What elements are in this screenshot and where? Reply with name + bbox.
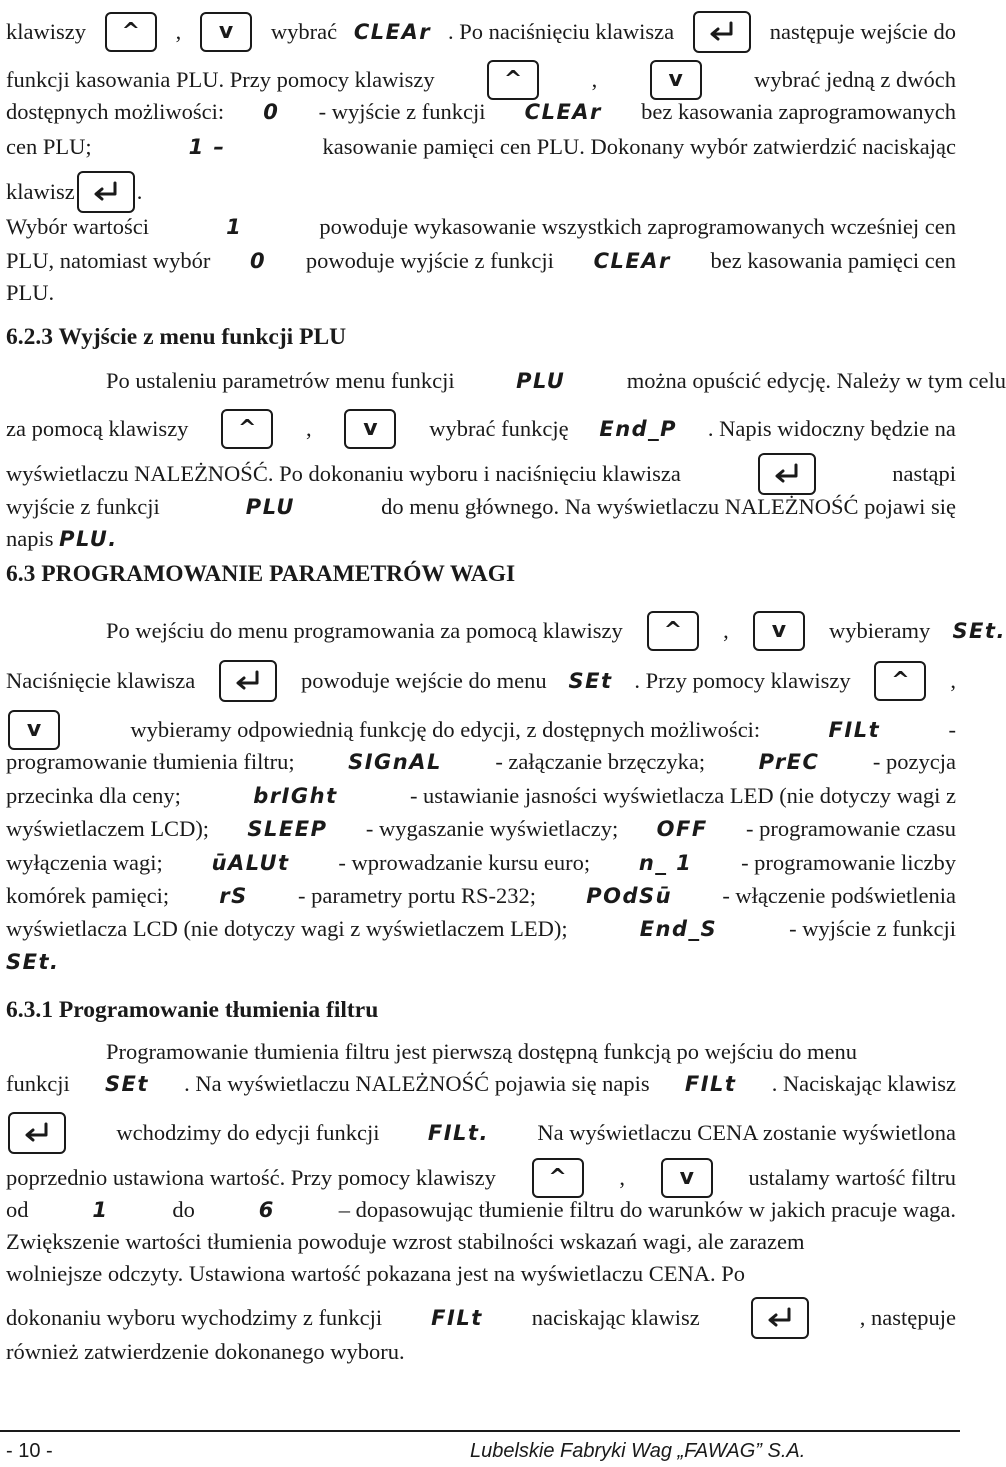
lcd-code: brIGht [253, 784, 338, 808]
text-line [6, 64, 956, 96]
down-key-icon: v [753, 611, 805, 651]
text-line [6, 1068, 956, 1100]
text-segment: – dopasowując tłumienie filtru do warunków w jakich pracuje waga. [338, 1197, 956, 1222]
lcd-code: 1 – [188, 135, 226, 159]
text-segment: - wprowadzanie kursu euro; [338, 850, 591, 875]
text-segment: nastąpi [892, 461, 956, 486]
lcd-code: SEt. [6, 950, 60, 974]
text-segment: . Napis widoczny będzie na [707, 416, 956, 441]
text-segment: . Przy pomocy klawiszy [634, 668, 851, 693]
text-segment: wybieramy [829, 618, 931, 643]
down-key-icon: v [650, 60, 702, 100]
text-segment: , [306, 416, 312, 441]
text-segment: można opuścić edycję. Należy w tym celu [626, 368, 1006, 393]
text-segment: wchodzimy do edycji funkcji [116, 1120, 380, 1145]
page-number: - 10 - [6, 1440, 53, 1462]
text-segment: naciskając klawisz [531, 1305, 700, 1330]
lcd-code: SIGnAL [348, 750, 442, 774]
lcd-code: 1 [226, 215, 243, 239]
text-segment: , [950, 668, 956, 693]
text-segment: - załączanie brzęczyka; [495, 749, 706, 774]
lcd-code: PLU [516, 369, 566, 393]
text-line [6, 1226, 956, 1258]
lcd-code: CLEAr [524, 100, 602, 124]
text-segment: . Na wyświetlaczu NALEŻNOŚĆ pojawia się napis [184, 1071, 650, 1096]
lcd-code: SLEEP [247, 817, 328, 841]
text-segment: od [6, 1197, 29, 1222]
lcd-code: PLU [245, 495, 295, 519]
text-segment: Programowanie tłumienia filtru jest pierwszą dostępną funkcją po wejściu do menu [106, 1039, 858, 1064]
enter-arrow-icon [91, 181, 121, 203]
text-segment: Wybór wartości [6, 214, 149, 239]
lcd-code: PLU. [59, 527, 118, 551]
text-segment: . [136, 179, 143, 204]
lcd-code: OFF [656, 817, 708, 841]
text-segment: PLU. [6, 280, 55, 305]
text-segment: , [591, 67, 598, 92]
text-line [6, 847, 956, 879]
text-segment: PLU, natomiast wybór [6, 248, 211, 273]
text-segment: wybrać funkcję [429, 416, 569, 441]
enter-key-icon [693, 11, 751, 53]
text-segment: za pomocą klawiszy [6, 416, 189, 441]
text-segment: Naciśnięcie klawisza [6, 668, 196, 693]
text-segment: wyświetlaczem LCD); [6, 816, 210, 841]
lcd-code: ūALUt [211, 851, 290, 875]
text-line [6, 131, 956, 163]
text-segment: , [619, 1165, 626, 1190]
enter-key-icon [77, 171, 135, 213]
lcd-code: End_S [639, 917, 718, 941]
enter-key-icon [758, 453, 816, 495]
text-segment: - wyjście z funkcji [318, 99, 486, 124]
text-line [6, 946, 956, 978]
text-line [6, 1258, 956, 1290]
enter-arrow-icon [22, 1122, 52, 1144]
text-segment: do menu głównego. Na wyświetlaczu NALEŻNOŚĆ pojawi się [381, 494, 956, 519]
text-line [6, 746, 956, 778]
text-segment: bez kasowania pamięci cen [710, 248, 956, 273]
text-segment: - parametry portu RS-232; [297, 883, 537, 908]
lcd-code: 6 [258, 1198, 275, 1222]
lcd-code: rS [219, 884, 248, 908]
text-line [6, 1302, 956, 1334]
text-line [6, 780, 956, 812]
text-line [6, 96, 956, 128]
lcd-code: 1 [92, 1198, 109, 1222]
text-line [6, 458, 956, 490]
text-line [6, 1162, 956, 1194]
text-line [6, 245, 956, 277]
text-segment: - pozycja [872, 749, 956, 774]
text-segment: wybrać jedną z dwóch [754, 67, 956, 92]
enter-key-icon [219, 660, 277, 702]
text-segment: , następuje [859, 1305, 956, 1330]
lcd-code: CLEAr [353, 20, 432, 44]
enter-arrow-icon [772, 463, 802, 485]
text-segment: powoduje wykasowanie wszystkich zaprogramowanych wcześniej cen [319, 214, 956, 239]
text-line [6, 714, 956, 746]
lcd-code: PrEC [758, 750, 820, 774]
text-segment: wyświetlaczu NALEŻNOŚĆ. Po dokonaniu wyboru i naciśnięciu klawisza [6, 461, 681, 486]
up-key-icon: ^ [487, 60, 539, 100]
text-segment: . Po naciśnięciu klawisza [447, 19, 675, 44]
text-segment: - włączenie podświetlenia [722, 883, 956, 908]
enter-arrow-icon [707, 21, 737, 43]
text-segment: Zwiększenie wartości tłumienia powoduje wzrost stabilności wskazań wagi, ale zarazem [6, 1229, 805, 1254]
enter-key-icon [751, 1297, 809, 1339]
text-segment: - wygaszanie wyświetlaczy; [365, 816, 619, 841]
text-segment: również zatwierdzenie dokonanego wyboru. [6, 1339, 405, 1364]
text-segment: , [175, 19, 182, 44]
text-segment: Po ustaleniu parametrów menu funkcji [106, 368, 455, 393]
up-key-icon: ^ [532, 1158, 584, 1198]
text-segment: Na wyświetlaczu CENA zostanie wyświetlona [537, 1120, 956, 1145]
up-key-icon: ^ [105, 12, 157, 52]
text-segment: wybrać [270, 19, 338, 44]
section-heading: 6.3.1 Programowanie tłumienia filtru [6, 997, 379, 1023]
text-segment: ustalamy wartość filtru [748, 1165, 956, 1190]
lcd-code: FILt. [427, 1121, 489, 1145]
lcd-code: POdSū [586, 884, 673, 908]
down-key-icon: v [8, 710, 60, 750]
text-segment: funkcji kasowania PLU. Przy pomocy klawiszy [6, 67, 435, 92]
text-segment: . Naciskając klawisz [771, 1071, 956, 1096]
text-segment: - [948, 717, 956, 742]
text-segment: - ustawianie jasności wyświetlacza LED (nie dotyczy wagi z [409, 783, 956, 808]
text-segment: funkcji [6, 1071, 70, 1096]
lcd-code: 0 [250, 249, 267, 273]
text-line [6, 277, 956, 309]
text-line [6, 176, 956, 208]
lcd-code: SEt [568, 669, 613, 693]
text-line [6, 1117, 956, 1149]
text-line [6, 913, 956, 945]
text-line [56, 1036, 1006, 1068]
text-line [6, 1336, 956, 1368]
lcd-code: 0 [263, 100, 280, 124]
text-line [6, 491, 956, 523]
text-segment: bez kasowania zaprogramowanych [641, 99, 956, 124]
text-segment: cen PLU; [6, 134, 92, 159]
text-line [6, 16, 956, 48]
company-name: Lubelskie Fabryki Wag „FAWAG” S.A. [470, 1440, 806, 1462]
page-footer [0, 1430, 960, 1462]
lcd-code: n_ 1 [638, 851, 693, 875]
text-segment: wyświetlacza LCD (nie dotyczy wagi z wyświetlaczem LED); [6, 916, 568, 941]
down-key-icon: v [200, 12, 252, 52]
text-segment: klawisz [6, 179, 75, 204]
text-segment: następuje wejście do [769, 19, 956, 44]
text-line [6, 523, 956, 555]
lcd-code: FILt [828, 718, 881, 742]
text-segment: powoduje wejście do menu [301, 668, 547, 693]
text-segment: komórek pamięci; [6, 883, 170, 908]
text-segment: poprzednio ustawiona wartość. Przy pomocy klawiszy [6, 1165, 496, 1190]
lcd-code: FILt [431, 1306, 483, 1330]
lcd-code: CLEAr [593, 249, 671, 273]
text-segment: wolniejsze odczyty. Ustawiona wartość pokazana jest na wyświetlaczu CENA. Po [6, 1261, 745, 1286]
text-segment: do [172, 1197, 195, 1222]
enter-key-icon [8, 1112, 66, 1154]
text-line [6, 880, 956, 912]
text-line [6, 665, 956, 697]
text-segment: Po wejściu do menu programowania za pomocą klawiszy [106, 618, 623, 643]
lcd-code: SEt. [952, 619, 1006, 643]
text-line [6, 211, 956, 243]
text-segment: kasowanie pamięci cen PLU. Dokonany wybór zatwierdzić naciskając [322, 134, 956, 159]
text-segment: wyłączenia wagi; [6, 850, 163, 875]
lcd-code: FILt [684, 1072, 737, 1096]
text-segment: przecinka dla ceny; [6, 783, 181, 808]
text-segment: klawiszy [6, 19, 86, 44]
down-key-icon: v [661, 1158, 713, 1198]
text-segment: - programowanie liczby [741, 850, 956, 875]
text-segment: dostępnych możliwości: [6, 99, 225, 124]
text-line [6, 1194, 956, 1226]
text-segment: - programowanie czasu [746, 816, 956, 841]
text-segment: powoduje wyjście z funkcji [305, 248, 554, 273]
text-line [6, 413, 956, 445]
enter-arrow-icon [765, 1307, 795, 1329]
up-key-icon: ^ [221, 409, 273, 449]
text-line [56, 365, 1006, 397]
text-segment: wybieramy odpowiednią funkcję do edycji, z dostępnych możliwości: [130, 717, 761, 742]
text-segment: napis [6, 526, 54, 551]
text-segment: wyjście z funkcji [6, 494, 160, 519]
section-heading: 6.2.3 Wyjście z menu funkcji PLU [6, 324, 347, 350]
enter-arrow-icon [233, 670, 263, 692]
lcd-code: SEt [104, 1072, 149, 1096]
up-key-icon: ^ [874, 661, 926, 701]
text-segment: , [723, 618, 729, 643]
lcd-code: End_P [599, 417, 678, 441]
text-line [6, 813, 956, 845]
down-key-icon: v [344, 409, 396, 449]
up-key-icon: ^ [647, 611, 699, 651]
text-segment: programowanie tłumienia filtru; [6, 749, 295, 774]
text-segment: dokonaniu wyboru wychodzimy z funkcji [6, 1305, 383, 1330]
section-heading: 6.3 PROGRAMOWANIE PARAMETRÓW WAGI [6, 561, 516, 587]
text-line [56, 615, 1006, 647]
text-segment: - wyjście z funkcji [789, 916, 956, 941]
